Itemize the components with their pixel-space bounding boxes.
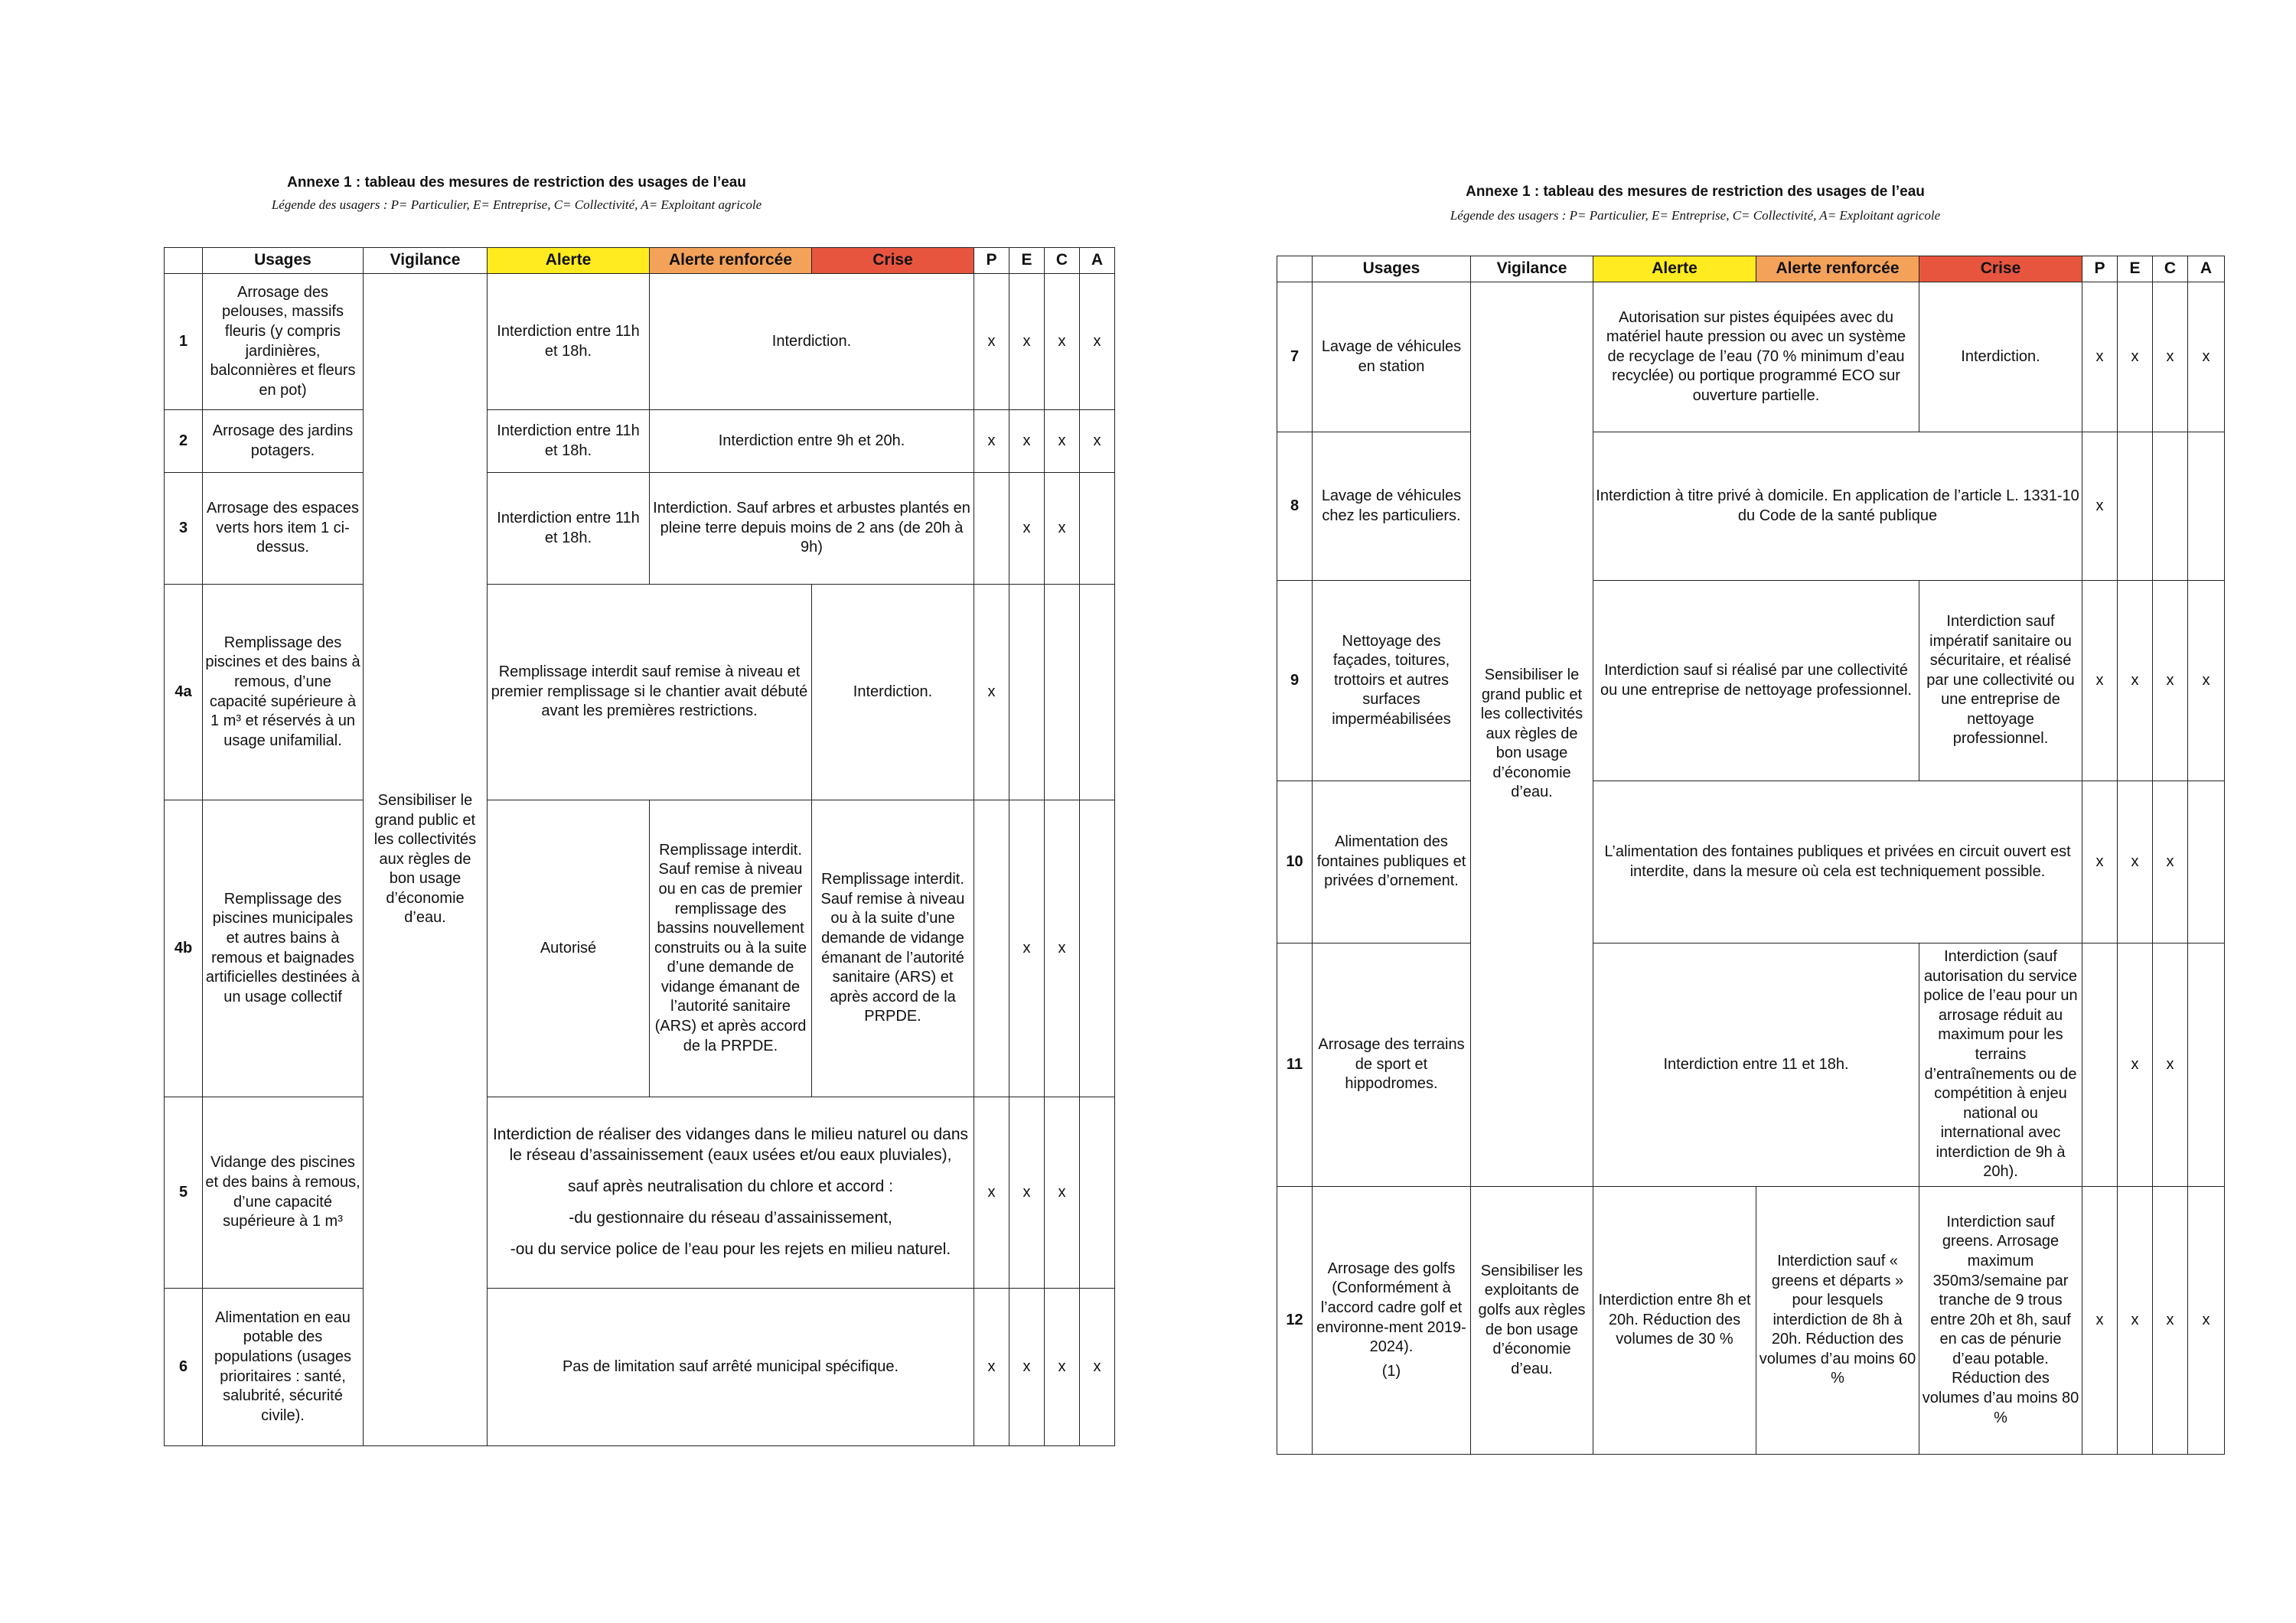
usage-cell: Lavage de véhicules chez les particuliers. (1313, 432, 1471, 581)
c-mark: x (1045, 274, 1080, 410)
renforcee-cell: Interdiction sauf « greens et départs » pour lesquels interdiction de 8h à 20h. Réduction des volumes d’au moins 60 % (1756, 1187, 1919, 1455)
p-mark (2082, 943, 2118, 1187)
all-levels-cell: L’alimentation des fontaines publiques et privées en circuit ouvert est interdite, dans la mesure où cela est techniquement possible. (1593, 781, 2082, 943)
e-mark: x (2118, 581, 2153, 781)
vidange-text-2: sauf après neutralisation du chlore et accord : (568, 1178, 893, 1196)
right-legend: Légende des usagers : P= Particulier, E= Entreprise, C= Collectivité, A= Exploitant agricole (1450, 208, 1941, 223)
e-mark: x (1009, 1097, 1045, 1289)
p-mark: x (2082, 282, 2118, 432)
usage-cell: Nettoyage des façades, toitures, trottoirs et autres surfaces imperméabilisées (1313, 581, 1471, 781)
vigilance-cell: Sensibiliser le grand public et les collectivités aux règles de bon usage d’économie d’eau. (1471, 282, 1593, 1187)
row-number: 8 (1277, 432, 1313, 581)
p-mark: x (2082, 432, 2118, 581)
header-a: A (2188, 256, 2225, 282)
alerte-cell: Interdiction entre 11h et 18h. (488, 274, 650, 410)
a-mark: x (2188, 581, 2225, 781)
alerte-cell: Interdiction entre 11h et 18h. (488, 473, 650, 585)
header-c: C (2153, 256, 2188, 282)
a-mark: x (1080, 1289, 1115, 1446)
p-mark (974, 473, 1009, 585)
header-alerte-renforcee: Alerte renforcée (1756, 256, 1919, 282)
all-levels-cell: Pas de limitation sauf arrêté municipal spécifique. (488, 1289, 974, 1446)
all-levels-cell: Interdiction à titre privé à domicile. En application de l’article L. 1331-10 du Code de la santé publique (1593, 432, 2082, 581)
c-mark: x (2153, 943, 2188, 1187)
left-header-row (165, 248, 1115, 274)
table-row (165, 800, 1115, 1097)
header-crise: Crise (1919, 256, 2082, 282)
row-number: 6 (165, 1289, 203, 1446)
usage-cell: Remplissage des piscines et des bains à remous, d’une capacité supérieure à 1 m³ et réservés à un usage unifamilial. (203, 585, 364, 800)
a-mark (1080, 800, 1115, 1097)
c-mark: x (1045, 1097, 1080, 1289)
vigilance-cell: Sensibiliser les exploitants de golfs aux règles de bon usage d’économie d’eau. (1471, 1187, 1593, 1455)
e-mark: x (1009, 800, 1045, 1097)
alerte-cell: Interdiction entre 8h et 20h. Réduction des volumes de 30 % (1593, 1187, 1756, 1455)
renforcee-crise-cell: Interdiction entre 9h et 20h. (650, 410, 974, 473)
table-row (1277, 581, 2225, 781)
vidange-text-1: Interdiction de réaliser des vidanges dans le milieu naturel ou dans le réseau d’assainissement (eaux usées et/ou eaux pluviales), (492, 1126, 969, 1165)
alerte-cell: Interdiction entre 11h et 18h. (488, 410, 650, 473)
a-mark (2188, 781, 2225, 943)
row-number: 3 (165, 473, 203, 585)
header-alerte: Alerte (488, 248, 650, 274)
header-p: P (2082, 256, 2118, 282)
alerte-renforcee-cell: Autorisation sur pistes équipées avec du matériel haute pression ou avec un système de recyclage de l’eau (70 % minimum d’eau recyclée) ou portique programmé ECO sur ouverture partielle. (1593, 282, 1919, 432)
table-row (1277, 1187, 2225, 1455)
header-p: P (974, 248, 1009, 274)
usage-cell: Arrosage des pelouses, massifs fleuris (y compris jardinières, balconnières et fleurs en pot) (203, 274, 364, 410)
e-mark (2118, 432, 2153, 581)
vidange-text-3: -du gestionnaire du réseau d’assainissement, (569, 1208, 892, 1227)
e-mark: x (2118, 781, 2153, 943)
usage-cell: Arrosage des jardins potagers. (203, 410, 364, 473)
header-e: E (1009, 248, 1045, 274)
usage-cell: Arrosage des terrains de sport et hippodromes. (1313, 943, 1471, 1187)
table-row (1277, 943, 2225, 1187)
row-number: 9 (1277, 581, 1313, 781)
table-row (1277, 432, 2225, 581)
header-crise: Crise (812, 248, 974, 274)
a-mark (1080, 473, 1115, 585)
all-levels-cell (488, 1097, 974, 1289)
row-number: 10 (1277, 781, 1313, 943)
usage-cell (1313, 1187, 1471, 1455)
a-mark (1080, 585, 1115, 800)
row-number: 4b (165, 800, 203, 1097)
header-alerte: Alerte (1593, 256, 1756, 282)
golf-usage-note: (1) (1381, 1362, 1401, 1380)
row-number: 12 (1277, 1187, 1313, 1455)
e-mark: x (2118, 282, 2153, 432)
e-mark: x (1009, 1289, 1045, 1446)
right-header-row (1277, 256, 2225, 282)
row-number: 1 (165, 274, 203, 410)
p-mark (974, 800, 1009, 1097)
c-mark: x (1045, 800, 1080, 1097)
c-mark (2153, 432, 2188, 581)
usage-cell: Arrosage des espaces verts hors item 1 ci-dessus. (203, 473, 364, 585)
alerte-renforcee-cell: Interdiction entre 11 et 18h. (1593, 943, 1919, 1187)
p-mark: x (974, 585, 1009, 800)
usage-cell: Lavage de véhicules en station (1313, 282, 1471, 432)
golf-usage-text: Arrosage des golfs (Conformément à l’accord cadre golf et environne-ment 2019-2024). (1316, 1260, 1466, 1356)
renforcee-cell: Remplissage interdit. Sauf remise à niveau ou en cas de premier remplissage des bassins nouvellement construits ou à la suite d’une demande de vidange émanant de l’autorité sanitaire (ARS) et après accord de la PRPDE. (650, 800, 812, 1097)
p-mark: x (2082, 1187, 2118, 1455)
header-e: E (2118, 256, 2153, 282)
a-mark (2188, 432, 2225, 581)
a-mark (2188, 943, 2225, 1187)
a-mark: x (2188, 1187, 2225, 1455)
table-row (1277, 781, 2225, 943)
left-legend: Légende des usagers : P= Particulier, E= Entreprise, C= Collectivité, A= Exploitant agricole (271, 197, 762, 212)
renforcee-crise-cell: Interdiction. (650, 274, 974, 410)
right-page-title: Annexe 1 : tableau des mesures de restriction des usages de l’eau (1466, 184, 1925, 200)
crise-cell: Interdiction sauf impératif sanitaire ou sécuritaire, et réalisé par une collectivité ou une entreprise de nettoyage professionnel. (1919, 581, 2082, 781)
header-vigilance: Vigilance (364, 248, 488, 274)
header-c: C (1045, 248, 1080, 274)
a-mark (1080, 1097, 1115, 1289)
usage-cell: Alimentation des fontaines publiques et privées d’ornement. (1313, 781, 1471, 943)
header-usages: Usages (203, 248, 364, 274)
p-mark: x (974, 1289, 1009, 1446)
left-restriction-table (164, 247, 1115, 1446)
header-a: A (1080, 248, 1115, 274)
p-mark: x (2082, 781, 2118, 943)
alerte-renforcee-cell: Interdiction sauf si réalisé par une collectivité ou une entreprise de nettoyage professionnel. (1593, 581, 1919, 781)
row-number: 11 (1277, 943, 1313, 1187)
crise-cell: Remplissage interdit. Sauf remise à niveau ou à la suite d’une demande de vidange émanant de l’autorité sanitaire (ARS) et après accord de la PRPDE. (812, 800, 974, 1097)
left-page-title: Annexe 1 : tableau des mesures de restriction des usages de l’eau (287, 174, 746, 191)
row-number: 4a (165, 585, 203, 800)
table-row (165, 410, 1115, 473)
p-mark: x (974, 410, 1009, 473)
header-empty (165, 248, 203, 274)
vidange-text-4: -ou du service police de l’eau pour les rejets en milieu naturel. (510, 1240, 951, 1258)
usage-cell: Vidange des piscines et des bains à remous, d’une capacité supérieure à 1 m³ (203, 1097, 364, 1289)
c-mark: x (1045, 1289, 1080, 1446)
a-mark: x (1080, 410, 1115, 473)
row-number: 7 (1277, 282, 1313, 432)
e-mark (1009, 585, 1045, 800)
c-mark: x (1045, 410, 1080, 473)
e-mark: x (2118, 1187, 2153, 1455)
usage-cell: Remplissage des piscines municipales et autres bains à remous et baignades artificielles destinées à un usage collectif (203, 800, 364, 1097)
c-mark: x (1045, 473, 1080, 585)
e-mark: x (2118, 943, 2153, 1187)
c-mark (1045, 585, 1080, 800)
p-mark: x (2082, 581, 2118, 781)
crise-cell: Interdiction sauf greens. Arrosage maximum 350m3/semaine par tranche de 9 trous entre 20h et 8h, sauf en cas de pénurie d’eau potable. Réduction des volumes d’au moins 80 % (1919, 1187, 2082, 1455)
table-row (165, 274, 1115, 410)
c-mark: x (2153, 781, 2188, 943)
p-mark: x (974, 274, 1009, 410)
header-alerte-renforcee: Alerte renforcée (650, 248, 812, 274)
renforcee-crise-cell: Interdiction. Sauf arbres et arbustes plantés en pleine terre depuis moins de 2 ans (de 20h à 9h) (650, 473, 974, 585)
usage-cell: Alimentation en eau potable des populations (usages prioritaires : santé, salubrité, sécurité civile). (203, 1289, 364, 1446)
header-usages: Usages (1313, 256, 1471, 282)
alerte-cell: Autorisé (488, 800, 650, 1097)
table-row (165, 473, 1115, 585)
right-restriction-table (1277, 256, 2225, 1455)
p-mark: x (974, 1097, 1009, 1289)
row-number: 2 (165, 410, 203, 473)
crise-cell: Interdiction. (812, 585, 974, 800)
table-row (1277, 282, 2225, 432)
a-mark: x (1080, 274, 1115, 410)
e-mark: x (1009, 274, 1045, 410)
table-row (165, 1097, 1115, 1289)
e-mark: x (1009, 473, 1045, 585)
a-mark: x (2188, 282, 2225, 432)
vigilance-cell: Sensibiliser le grand public et les collectivités aux règles de bon usage d’économie d’eau. (364, 274, 488, 1446)
crise-cell: Interdiction. (1919, 282, 2082, 432)
row-number: 5 (165, 1097, 203, 1289)
c-mark: x (2153, 1187, 2188, 1455)
table-row (165, 585, 1115, 800)
c-mark: x (2153, 282, 2188, 432)
alerte-renforcee-cell: Remplissage interdit sauf remise à niveau et premier remplissage si le chantier avait débuté avant les premières restrictions. (488, 585, 812, 800)
table-row (165, 1289, 1115, 1446)
header-vigilance: Vigilance (1471, 256, 1593, 282)
crise-cell: Interdiction (sauf autorisation du service police de l’eau pour un arrosage réduit au maximum pour les terrains d’entraînements ou de compétition à enjeu national ou international avec interdiction de 9h à 20h). (1919, 943, 2082, 1187)
header-empty (1277, 256, 1313, 282)
c-mark: x (2153, 581, 2188, 781)
e-mark: x (1009, 410, 1045, 473)
